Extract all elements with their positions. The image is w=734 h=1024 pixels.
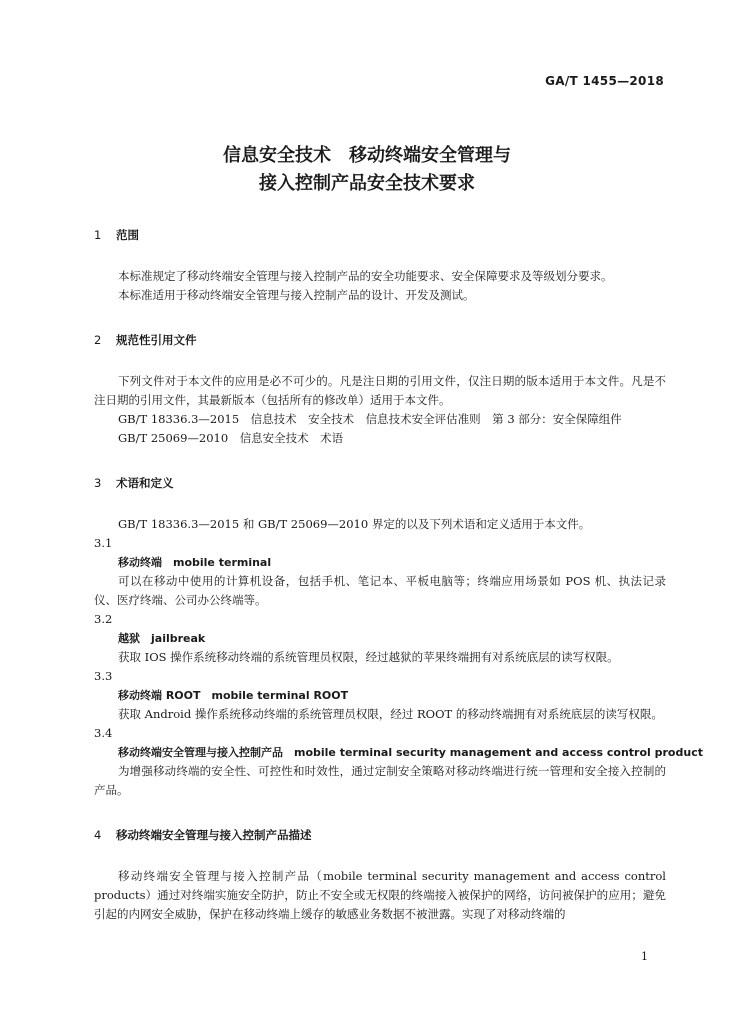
document-body <box>94 226 703 924</box>
page-number: 1 <box>641 950 648 963</box>
paragraph: 本标准规定了移动终端安全管理与接入控制产品的安全功能要求、安全保障要求及等级划分要求。 <box>118 269 613 283</box>
term-name: 移动终端安全管理与接入控制产品 mobile terminal security management and access control product <box>118 746 703 759</box>
term-definition: 获取 Android 操作系统移动终端的系统管理员权限，经过 ROOT 的移动终端拥有对系统底层的读写权限。 <box>118 707 663 721</box>
paragraph: GB/T 18336.3—2015 和 GB/T 25069—2010 界定的以及下列术语和定义适用于本文件。 <box>118 517 591 531</box>
term-number: 3.2 <box>94 612 113 626</box>
section-number: 2 <box>94 333 102 347</box>
section-heading-terms-definitions <box>94 474 666 493</box>
section-title: 规范性引用文件 <box>116 333 197 347</box>
section-number: 1 <box>94 228 102 242</box>
standard-code: GA/T 1455—2018 <box>545 74 664 88</box>
paragraph: 移动终端安全管理与接入控制产品（mobile terminal security management and access control products）通过对终端实施安全防护，防止不安全或无权限的终端接入被保护的网络，访问被保护的应用；避免引起的内网安全威胁，保护在移动终端上缓存的敏感业务数据不被泄露。实现了对移动终端的 <box>94 869 666 921</box>
term-definition: 可以在移动中使用的计算机设备，包括手机、笔记本、平板电脑等；终端应用场景如 POS 机、执法记录仪、医疗终端、公司办公终端等。 <box>94 574 666 607</box>
section-heading-product-description <box>94 826 666 845</box>
term-definition: 为增强移动终端的安全性、可控性和时效性，通过定制安全策略对移动终端进行统一管理和安全接入控制的产品。 <box>94 764 666 797</box>
section-number: 3 <box>94 476 102 490</box>
term-number: 3.4 <box>94 726 113 740</box>
section-heading-normative-references <box>94 331 666 350</box>
term-name: 越狱 jailbreak <box>118 632 206 645</box>
term-name: 移动终端 mobile terminal <box>118 556 272 569</box>
term-number: 3.3 <box>94 669 113 683</box>
title-line-1: 信息安全技术 移动终端安全管理与 <box>223 145 511 166</box>
term-definition: 获取 IOS 操作系统移动终端的系统管理员权限，经过越狱的苹果终端拥有对系统底层的读写权限。 <box>118 650 619 664</box>
section-heading-scope <box>94 226 666 245</box>
section-title: 范围 <box>116 228 139 242</box>
section-title: 术语和定义 <box>116 476 174 490</box>
section-title: 移动终端安全管理与接入控制产品描述 <box>116 828 312 842</box>
paragraph: 下列文件对于本文件的应用是必不可少的。凡是注日期的引用文件，仅注日期的版本适用于本文件。凡是不注日期的引用文件，其最新版本（包括所有的修改单）适用于本文件。 <box>94 374 666 407</box>
reference-item: GB/T 18336.3—2015 信息技术 安全技术 信息技术安全评估准则 第 3 部分：安全保障组件 <box>118 412 622 426</box>
document-title <box>0 142 734 198</box>
section-number: 4 <box>94 828 102 842</box>
paragraph: 本标准适用于移动终端安全管理与接入控制产品的设计、开发及测试。 <box>118 288 475 302</box>
term-name: 移动终端 ROOT mobile terminal ROOT <box>118 689 349 702</box>
term-number: 3.1 <box>94 536 113 550</box>
title-line-2: 接入控制产品安全技术要求 <box>259 173 475 194</box>
reference-item: GB/T 25069—2010 信息安全技术 术语 <box>118 431 344 445</box>
